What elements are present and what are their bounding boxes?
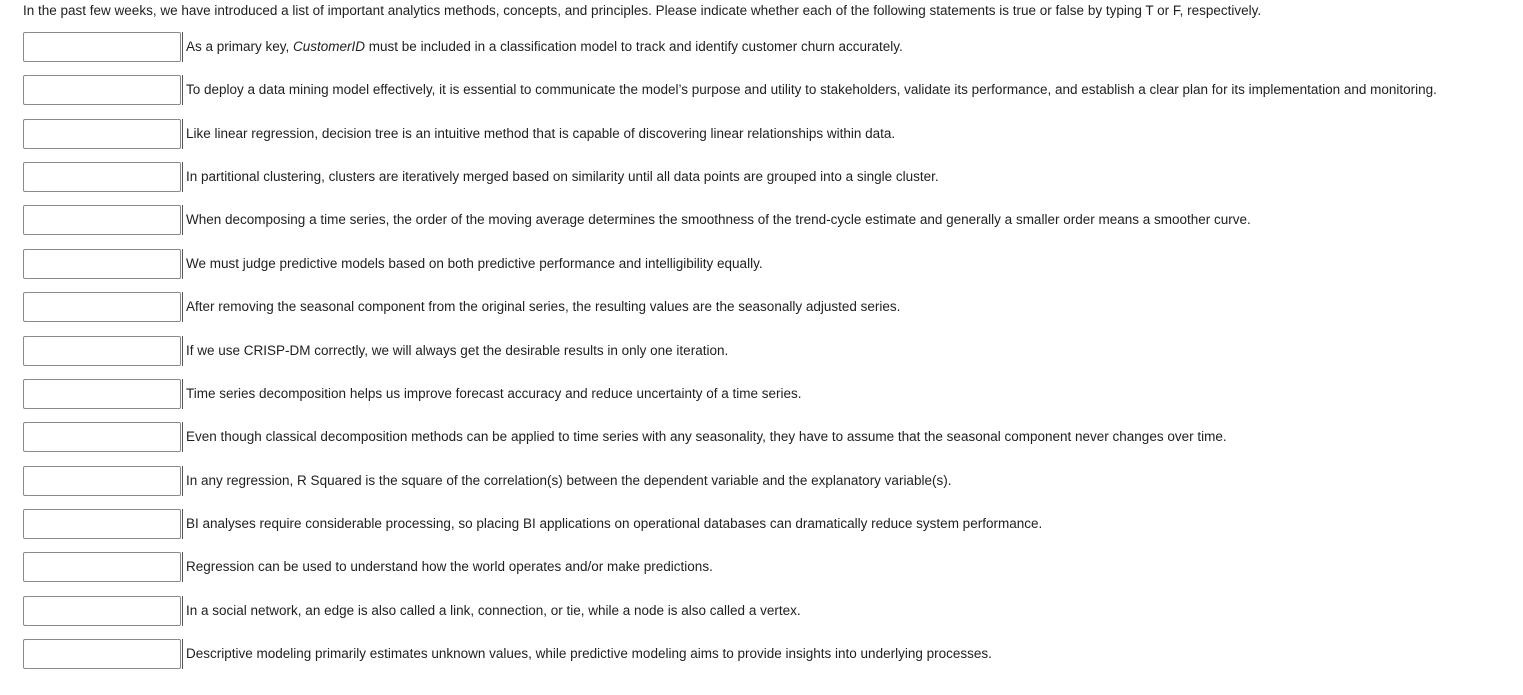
statement-text-part: If we use CRISP-DM correctly, we will always get the desirable results in only one iteration.	[186, 343, 729, 358]
statement-text	[182, 162, 939, 192]
question-row	[0, 119, 1523, 149]
statement-text	[182, 379, 802, 409]
statement-text-part: Even though classical decomposition methods can be applied to time series with any seasonality, they have to assume that the seasonal component never changes over time.	[186, 429, 1227, 444]
statement-text	[182, 639, 992, 669]
question-row	[0, 596, 1523, 626]
question-row	[0, 422, 1523, 452]
answer-input-11[interactable]	[23, 466, 181, 496]
question-row	[0, 379, 1523, 409]
question-row	[0, 639, 1523, 669]
statement-text	[182, 249, 763, 279]
statement-text	[182, 75, 1437, 105]
statement-text-part: To deploy a data mining model effectively, it is essential to communicate the model’s purpose and utility to stakeholders, validate its performance, and establish a clear plan for its implementation and monitoring.	[186, 82, 1437, 97]
statement-text-part: BI analyses require considerable processing, so placing BI applications on operational databases can dramatically reduce system performance.	[186, 516, 1043, 531]
statement-text-part: Descriptive modeling primarily estimates unknown values, while predictive modeling aims to provide insights into underlying processes.	[186, 646, 992, 661]
statement-text	[182, 596, 801, 626]
question-row	[0, 336, 1523, 366]
statement-text-part: Time series decomposition helps us improve forecast accuracy and reduce uncertainty of a time series.	[186, 386, 802, 401]
answer-input-8[interactable]	[23, 336, 181, 366]
answer-input-9[interactable]	[23, 379, 181, 409]
answer-input-10[interactable]	[23, 422, 181, 452]
instructions-text: In the past few weeks, we have introduced a list of important analytics methods, concepts, and principles. Please indicate whether each of the following statements is true or false by typing T or F, respectively.	[23, 3, 1262, 18]
answer-input-4[interactable]	[23, 162, 181, 192]
question-row	[0, 466, 1523, 496]
statement-emphasis: CustomerID	[293, 39, 366, 54]
question-row	[0, 205, 1523, 235]
question-row	[0, 552, 1523, 582]
statement-text-part: Regression can be used to understand how the world operates and/or make predictions.	[186, 559, 713, 574]
statement-text	[182, 336, 728, 366]
answer-input-13[interactable]	[23, 552, 181, 582]
statement-text-part: In partitional clustering, clusters are iteratively merged based on similarity until all data points are grouped into a single cluster.	[186, 169, 939, 184]
statement-text	[182, 32, 903, 62]
statement-text	[182, 292, 900, 322]
statement-text-part: As a primary key,	[186, 39, 294, 54]
statement-text	[182, 205, 1251, 235]
statement-text-part: In a social network, an edge is also called a link, connection, or tie, while a node is also called a vertex.	[186, 603, 801, 618]
statement-text-part: In any regression, R Squared is the square of the correlation(s) between the dependent variable and the explanatory variable(s).	[186, 473, 952, 488]
statement-text	[182, 422, 1227, 452]
answer-input-1[interactable]	[23, 32, 181, 62]
answer-input-2[interactable]	[23, 75, 181, 105]
statement-text-part: When decomposing a time series, the order of the moving average determines the smoothness of the trend-cycle estimate and generally a smaller order means a smoother curve.	[186, 212, 1251, 227]
statement-text-part: Like linear regression, decision tree is an intuitive method that is capable of discovering linear relationships within data.	[186, 126, 896, 141]
question-row	[0, 292, 1523, 322]
statement-text	[182, 119, 895, 149]
statement-text-part: After removing the seasonal component from the original series, the resulting values are the seasonally adjusted series.	[186, 299, 901, 314]
answer-input-7[interactable]	[23, 292, 181, 322]
statement-text	[182, 509, 1042, 539]
statement-text	[182, 552, 713, 582]
answer-input-14[interactable]	[23, 596, 181, 626]
question-row	[0, 509, 1523, 539]
answer-input-6[interactable]	[23, 249, 181, 279]
answer-input-12[interactable]	[23, 509, 181, 539]
question-row	[0, 249, 1523, 279]
statement-text-part: We must judge predictive models based on both predictive performance and intelligibility equally.	[186, 256, 763, 271]
question-row	[0, 162, 1523, 192]
statement-text-part: must be included in a classification model to track and identify customer churn accurately.	[365, 39, 903, 54]
answer-input-5[interactable]	[23, 205, 181, 235]
answer-input-3[interactable]	[23, 119, 181, 149]
question-row	[0, 75, 1523, 105]
question-row	[0, 32, 1523, 62]
answer-input-15[interactable]	[23, 639, 181, 669]
statement-text	[182, 466, 951, 496]
